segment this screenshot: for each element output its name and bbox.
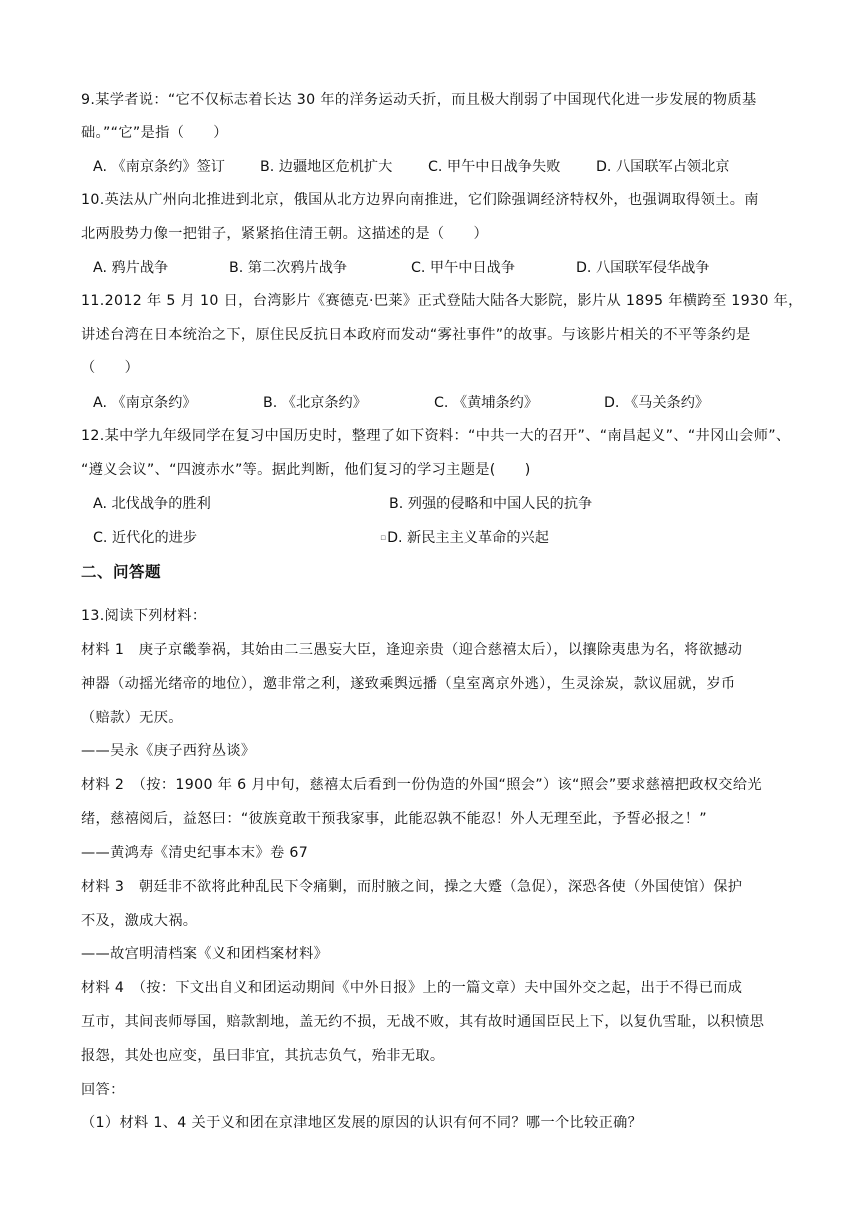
q12-options-row1 (93, 494, 793, 514)
q9-stem-line1: 9.某学者说：“它不仅标志着长达 30 年的洋务运动夭折，而且极大削弱了中国现代化进一步发展的物质基 (81, 92, 757, 108)
q12-stem-line1: 12.某中学九年级同学在复习中国历史时，整理了如下资料：“中共一大的召开”、“南昌起义”、“井冈山会师”、 (81, 428, 791, 444)
q13-material2-source: ——黄鸿寿《清史纪事本末》卷 67 (81, 845, 309, 861)
q13-answer-label: 回答： (81, 1082, 125, 1098)
q11-options (93, 393, 793, 413)
q13-intro: 13.阅读下列材料： (81, 608, 207, 624)
q9-option-a[interactable]: A. 《南京条约》签订 (93, 159, 225, 175)
q13-material2-line2: 绪，慈禧阅后，益怒曰：“彼族竟敢干预我家事，此能忍孰不能忍！外人无理至此，予誓必报之！” (81, 811, 707, 827)
q13-material4-line2: 互市，其间丧师辱国，赔款割地，盖无约不损，无战不败，其有故时通国臣民上下，以复仇雪耻，以积愤思 (81, 1014, 765, 1030)
q10-options (93, 258, 793, 278)
q10-option-b[interactable]: B. 第二次鸦片战争 (229, 260, 348, 276)
q13-material1-line2: 神器（动摇光绪帝的地位），邀非常之利，遂致乘舆远播（皇室离京外逃），生灵涂炭，款议屈就，岁币 (81, 676, 736, 692)
q13-subquestion-1: （1）材料 1、4 关于义和团在京津地区发展的原因的认识有何不同？哪一个比较正确？ (81, 1115, 643, 1131)
section-title-qa: 二、问答题 (81, 563, 162, 581)
q11-stem-line3: （ ） (81, 360, 140, 376)
q12-options-row2 (93, 528, 793, 548)
q12-option-b[interactable]: B. 列强的侵略和中国人民的抗争 (389, 496, 593, 512)
q11-option-c[interactable]: C. 《黄埔条约》 (434, 395, 539, 411)
q13-material3-line1: 材料 3 朝廷非不欲将此种乱民下令痛剿，而肘腋之间，操之大蹙（急促），深恐各使（外国使馆）保护 (81, 879, 743, 895)
q10-stem-line2: 北两股势力像一把钳子，紧紧掐住清王朝。这描述的是（ ） (81, 226, 489, 242)
q10-option-c[interactable]: C. 甲午中日战争 (411, 260, 516, 276)
q13-material2-line1: 材料 2 （按：1900 年 6 月中旬，慈禧太后看到一份伪造的外国“照会”）该“照会”要求慈禧把政权交给光 (81, 777, 762, 793)
q9-option-d[interactable]: D. 八国联军占领北京 (596, 159, 730, 175)
q11-option-a[interactable]: A. 《南京条约》 (93, 395, 197, 411)
q10-option-a[interactable]: A. 鸦片战争 (93, 260, 169, 276)
q9-option-b[interactable]: B. 边疆地区危机扩大 (260, 159, 393, 175)
q12-option-a[interactable]: A. 北伐战争的胜利 (93, 496, 211, 512)
q13-material1-line1: 材料 1 庚子京畿拳祸，其始由二三愚妄大臣，逢迎亲贵（迎合慈禧太后），以攘除夷患为名，将欲撼动 (81, 642, 743, 658)
q12-stem-line2: “遵义会议”、“四渡赤水”等。据此判断，他们复习的学习主题是( ) (81, 462, 531, 478)
q13-material3-line2: 不及，激成大祸。 (81, 913, 198, 929)
q10-stem-line1: 10.英法从广州向北推进到北京，俄国从北方边界向南推进，它们除强调经济特权外，也强调取得领土。南 (81, 192, 759, 208)
q9-stem-line2: 础。”“它”是指（ ） (81, 125, 228, 141)
q12-option-d[interactable] (380, 528, 549, 548)
q11-option-d[interactable]: D. 《马关条约》 (604, 395, 710, 411)
q11-stem-line2: 讲述台湾在日本统治之下，原住民反抗日本政府而发动“雾社事件”的故事。与该影片相关的不平等条约是 (81, 327, 751, 343)
q9-option-c[interactable]: C. 甲午中日战争失败 (428, 159, 561, 175)
q9-options (93, 157, 793, 177)
q13-material4-line1: 材料 4 （按：下文出自义和团运动期间《中外日报》上的一篇文章）夫中国外交之起，出于不得已而成 (81, 980, 743, 996)
q12-option-d-label: D. 新民主主义革命的兴起 (387, 530, 549, 546)
q13-material1-source: ——吴永《庚子西狩丛谈》 (81, 743, 256, 759)
q13-material1-line3: （赔款）无厌。 (81, 710, 183, 726)
q11-stem-line1: 11.2012 年 5 月 10 日，台湾影片《赛德克·巴莱》正式登陆大陆各大影院，影片从 1895 年横跨至 1930 年， (81, 293, 803, 309)
q11-option-b[interactable]: B. 《北京条约》 (263, 395, 367, 411)
q10-option-d[interactable]: D. 八国联军侵华战争 (576, 260, 710, 276)
q12-option-c[interactable]: C. 近代化的进步 (93, 530, 198, 546)
paragraph-mark-icon: ▫ (380, 533, 387, 543)
q13-material4-line3: 报怨，其处也应变，虽曰非宜，其抗志负气，殆非无取。 (81, 1048, 445, 1064)
q13-material3-source: ——故宫明清档案《义和团档案材料》 (81, 946, 329, 962)
